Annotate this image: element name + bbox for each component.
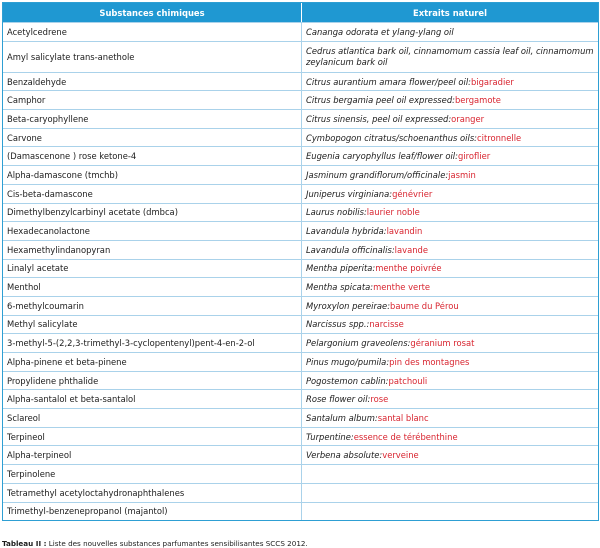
chemical-substance-cell: 6-methylcoumarin [3,297,302,315]
table-caption [2,539,308,548]
natural-extract-cell [302,260,598,278]
common-name: baume du Pérou [390,300,459,311]
common-name: rose [370,394,389,405]
caption-text: Liste des nouvelles substances parfumantes sensibilisantes SCCS 2012. [46,539,308,548]
chemical-substance-cell: Terpinolene [3,465,302,483]
table-row [3,22,598,41]
table-row [3,203,598,222]
table-row [3,240,598,259]
chemical-substance-cell: Amyl salicylate trans-anethole [3,42,302,72]
chemical-substance-cell: Beta-caryophyllene [3,110,302,128]
natural-extract-cell [302,465,598,483]
latin-name: Citrus sinensis, peel oil expressed: [306,113,452,124]
common-name: génévrier [392,188,433,199]
natural-extract-cell [302,91,598,109]
natural-extract-cell [302,409,598,427]
common-name: lavandin [386,226,423,237]
latin-name: Narcissus spp.: [306,319,370,330]
natural-extract-cell [302,334,598,352]
common-name: laurier noble [366,207,420,218]
latin-name: Verbena absolute: [306,450,383,461]
chemical-substance-cell: Benzaldehyde [3,73,302,91]
table-row [3,41,598,72]
natural-extract-cell [302,73,598,91]
latin-name: Pinus mugo/pumila: [306,356,390,367]
natural-extract-cell [302,204,598,222]
table-row [3,109,598,128]
chemical-substance-cell: Hexadecanolactone [3,222,302,240]
natural-extract-cell [302,147,598,165]
natural-extract-cell [302,185,598,203]
chemical-substance-cell: Alpha-pinene et beta-pinene [3,353,302,371]
latin-name: Santalum album: [306,412,378,423]
common-name: giroflier [457,151,491,162]
latin-name: Pogostemon cablin: [306,375,389,386]
common-name: oranger [451,113,485,124]
natural-extract-cell [302,446,598,464]
table-row [3,184,598,203]
natural-extract-cell [302,484,598,502]
natural-extract-cell [302,241,598,259]
table-row [3,146,598,165]
chemical-substance-cell: Menthol [3,278,302,296]
chemical-substance-cell: Tetramethyl acetyloctahydronaphthalenes [3,484,302,502]
common-name: patchouli [388,375,428,386]
chemical-substance-cell: 3-methyl-5-(2,2,3-trimethyl-3-cyclopentenyl)pent-4-en-2-ol [3,334,302,352]
chemical-substance-cell: Cis-beta-damascone [3,185,302,203]
latin-name: Cymbopogon citratus/schoenanthus oils: [306,132,478,143]
table-row [3,165,598,184]
latin-name: Lavandula officinalis: [306,244,395,255]
natural-extract-cell [302,353,598,371]
latin-name: Citrus bergamia peel oil expressed: [306,95,455,106]
latin-name: Cedrus atlantica bark oil, cinnamomum cassia leaf oil, cinnamomum zeylanicum bark oil [306,45,594,67]
table-header [3,3,598,22]
table-row [3,427,598,446]
common-name: narcisse [369,319,404,330]
latin-name: Turpentine: [306,431,354,442]
natural-extract-cell [302,166,598,184]
chemical-substance-cell: Hexamethylindanopyran [3,241,302,259]
table-row [3,371,598,390]
common-name: citronnelle [477,132,522,143]
chemical-substance-cell: Alpha-santalol et beta-santalol [3,390,302,408]
chemical-substance-cell: Methyl salicylate [3,316,302,334]
natural-extract-cell [302,503,598,521]
table-row [3,464,598,483]
header-substances: Substances chimiques [3,3,302,22]
common-name: verveine [382,450,419,461]
common-name: lavande [394,244,428,255]
latin-name: Cananga odorata et ylang-ylang oil [306,26,454,37]
latin-name: Citrus aurantium amara flower/peel oil: [306,76,471,87]
common-name: essence de térébenthine [353,431,458,442]
latin-name: Mentha piperita: [306,263,376,274]
substances-table [2,2,599,521]
common-name: menthe verte [373,282,431,293]
natural-extract-cell [302,297,598,315]
natural-extract-cell [302,222,598,240]
natural-extract-cell [302,278,598,296]
latin-name: Mentha spicata: [306,282,374,293]
chemical-substance-cell: Linalyl acetate [3,260,302,278]
common-name: menthe poivrée [375,263,442,274]
table-body [3,22,598,520]
header-extraits: Extraits naturel [413,7,487,18]
chemical-substance-cell: Alpha-terpineol [3,446,302,464]
natural-extract-cell [302,129,598,147]
common-name: bigaradier [470,76,514,87]
latin-name: Lavandula hybrida: [306,226,387,237]
caption-label: Tableau II : [2,539,47,548]
table-row [3,389,598,408]
table-row [3,72,598,91]
chemical-substance-cell: Terpineol [3,428,302,446]
table-row [3,483,598,502]
latin-name: Laurus nobilis: [306,207,367,218]
latin-name: Juniperus virginiana: [306,188,393,199]
table-row [3,502,598,521]
chemical-substance-cell: Sclareol [3,409,302,427]
natural-extract-cell [302,42,598,72]
chemical-substance-cell: Alpha-damascone (tmchb) [3,166,302,184]
latin-name: Jasminum grandiflorum/officinale: [306,169,449,180]
table-row [3,128,598,147]
table-row [3,352,598,371]
table-row [3,259,598,278]
latin-name: Myroxylon pereirae: [306,300,391,311]
table-row [3,221,598,240]
natural-extract-cell [302,110,598,128]
natural-extract-cell [302,372,598,390]
natural-extract-cell [302,428,598,446]
chemical-substance-cell: Propylidene phthalide [3,372,302,390]
chemical-substance-cell: (Damascenone ) rose ketone-4 [3,147,302,165]
table-row [3,315,598,334]
common-name: santal blanc [377,412,429,423]
common-name: jasmin [448,169,476,180]
natural-extract-cell [302,390,598,408]
chemical-substance-cell: Camphor [3,91,302,109]
table-row [3,277,598,296]
table-row [3,408,598,427]
common-name: bergamote [454,95,501,106]
table-row [3,296,598,315]
chemical-substance-cell: Carvone [3,129,302,147]
latin-name: Rose flower oil: [306,394,371,405]
chemical-substance-cell: Dimethylbenzylcarbinyl acetate (dmbca) [3,204,302,222]
latin-name: Eugenia caryophyllus leaf/flower oil: [306,151,458,162]
natural-extract-cell [302,316,598,334]
table-row [3,333,598,352]
latin-name: Pelargonium graveolens: [306,338,411,349]
chemical-substance-cell: Acetylcedrene [3,23,302,41]
chemical-substance-cell: Trimethyl-benzenepropanol (majantol) [3,503,302,521]
common-name: géranium rosat [410,338,475,349]
table-row [3,90,598,109]
common-name: pin des montagnes [389,356,470,367]
table-row [3,445,598,464]
natural-extract-cell [302,23,598,41]
